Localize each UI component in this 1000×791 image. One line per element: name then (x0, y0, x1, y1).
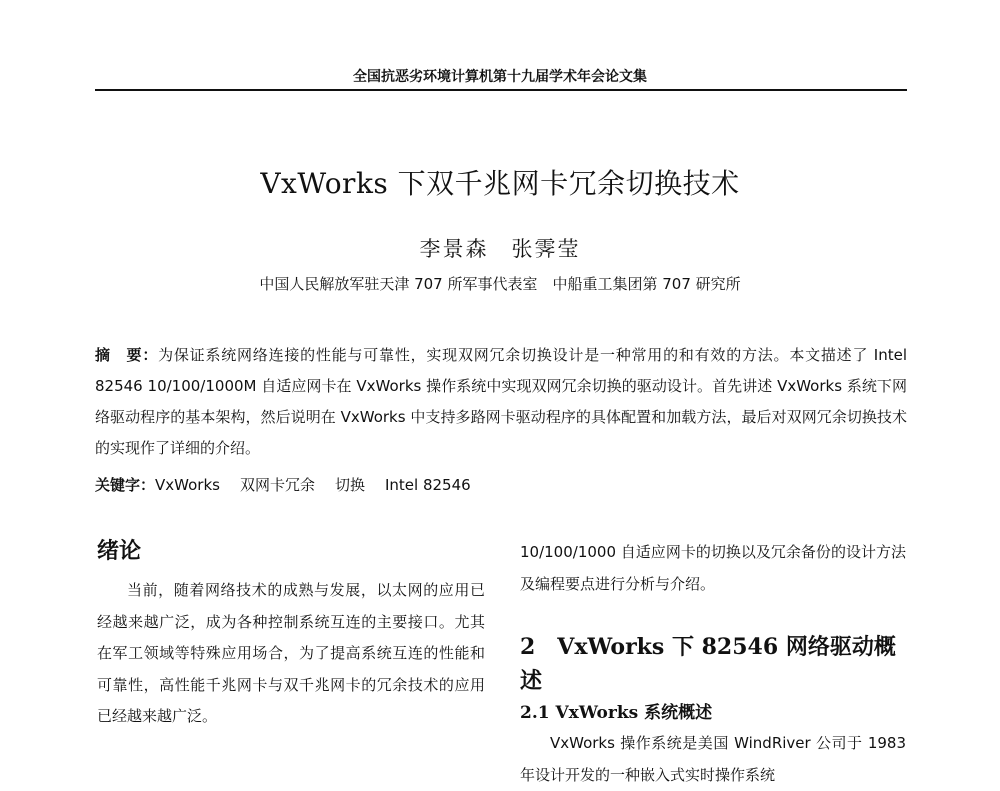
keywords (95, 474, 907, 495)
right-column (520, 535, 906, 791)
paper-authors: 李景森 张霁莹 (419, 237, 581, 261)
left-column (97, 535, 485, 733)
abstract-label: 摘 要： (95, 346, 159, 364)
section-2-1-heading: 2.1 VxWorks 系统概述 (520, 703, 713, 723)
keyword-item: VxWorks (155, 476, 220, 494)
intro-heading: 绪论 (97, 539, 142, 564)
keywords-label: 关键字： (95, 476, 156, 494)
intro-paragraph: 当前，随着网络技术的成熟与发展，以太网的应用已经越来越广泛，成为各种控制系统互连的主要接口。尤其在军工领域等特殊应用场合，为了提高系统互连的性能和可靠性，高性能千兆网卡与双千兆网卡的冗余技术的应用已经越来越广泛。 (97, 581, 485, 725)
abstract (95, 340, 907, 464)
paper-affiliation: 中国人民解放军驻天津 707 所军事代表室 中船重工集团第 707 研究所 (259, 275, 741, 293)
keyword-item: 切换 (334, 476, 365, 494)
section-2-heading: 2 VxWorks 下 82546 网络驱动概述 (520, 634, 896, 694)
running-header: 全国抗恶劣环境计算机第十九届学术年会论文集 (353, 69, 647, 85)
header-rule (95, 89, 907, 91)
continuation-paragraph: 10/100/1000 自适应网卡的切换以及冗余备份的设计方法及编程要点进行分析与介绍。 (520, 543, 906, 593)
section-2-1-paragraph: VxWorks 操作系统是美国 WindRiver 公司于 1983 年设计开发的一种嵌入式实时操作系统 (520, 734, 906, 784)
paper-title: VxWorks 下双千兆网卡冗余切换技术 (260, 167, 740, 200)
keyword-item: 双网卡冗余 (239, 476, 315, 494)
keyword-item: Intel 82546 (384, 476, 471, 494)
abstract-text: 为保证系统网络连接的性能与可靠性，实现双网冗余切换设计是一种常用的和有效的方法。本文描述了 Intel 82546 10/100/1000M 自适应网卡在 VxWorks 操作系统中实现双网冗余切换的驱动设计。首先讲述 VxWorks 系统下网络驱动程序的基本架构，然后说明在 VxWorks 中支持多路网卡驱动程序的具体配置和加载方法，最后对双网冗余切换技术的实现作了详细的介绍。 (95, 346, 907, 457)
